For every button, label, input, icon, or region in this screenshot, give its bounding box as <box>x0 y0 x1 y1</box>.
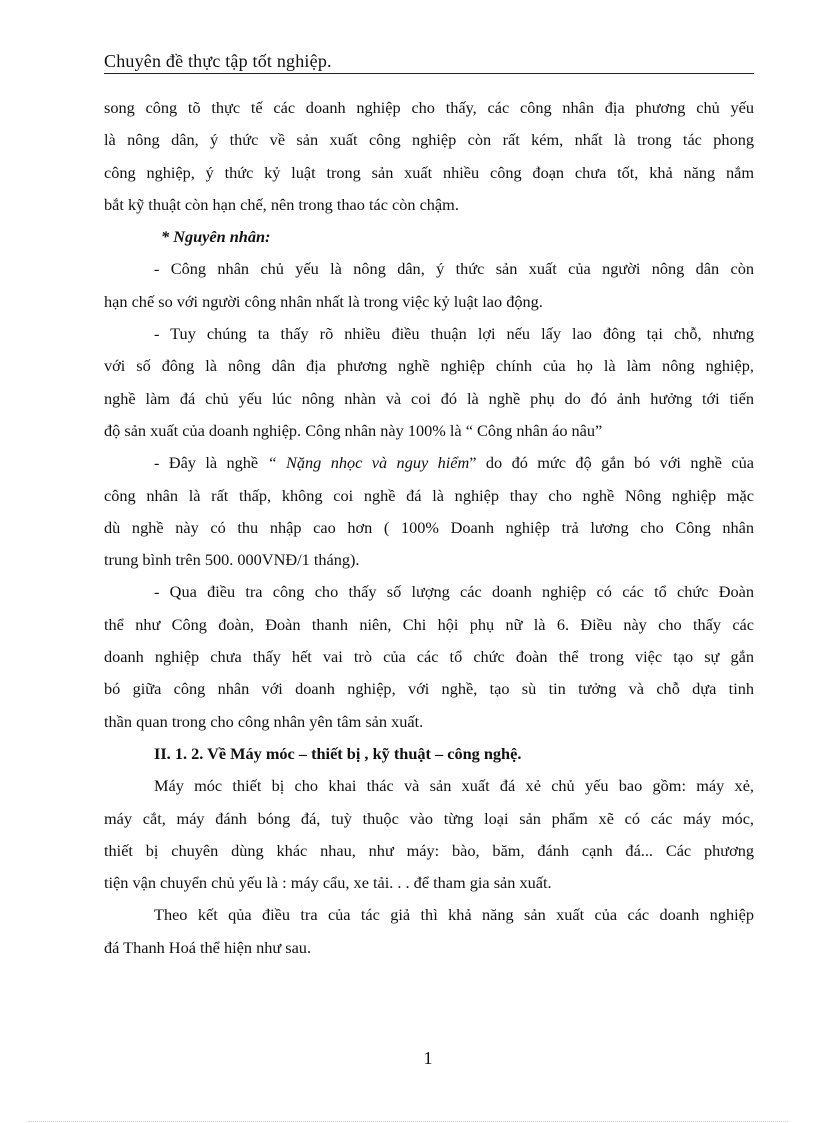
page-header-title: Chuyên đề thực tập tốt nghiệp. <box>104 51 332 71</box>
text-span: ” do đó mức độ gắn bó với nghề của <box>469 453 755 473</box>
text-line: máy cắt, máy đánh bóng đá, tuỳ thuộc vào từng loại sản phẩm xẽ có các máy móc, <box>104 808 754 828</box>
text-line: Máy móc thiết bị cho khai thác và sản xuất đá xẻ chủ yếu bao gồm: máy xẻ, <box>154 776 754 796</box>
text-line: bó giữa công nhân với doanh nghiệp, với nghề, tạo sù tin tưởng và chỗ dựa tinh <box>104 679 754 699</box>
text-line: đá Thanh Hoá thể hiện như sau. <box>104 937 312 957</box>
text-line: với số đông là nông dân địa phương nghề nghiệp chính của họ là làm nông nghiệp, <box>104 356 754 376</box>
text-line: - Tuy chúng ta thấy rõ nhiều điều thuận lợi nếu lấy lao đông tại chỗ, nhưng <box>154 324 754 344</box>
text-line: bắt kỹ thuật còn hạn chế, nên trong thao tác còn chậm. <box>104 194 459 214</box>
text-line: trung bình trên 500. 000VNĐ/1 tháng). <box>104 550 360 570</box>
text-line: tiện vận chuyển chủ yếu là : máy cẩu, xe tải. . . để tham gia sản xuất. <box>104 873 552 893</box>
text-line: - Qua điều tra công cho thấy số lượng các doanh nghiệp có các tổ chức Đoàn <box>154 582 754 602</box>
text-span: - Đây là nghề <box>154 453 268 473</box>
text-line: dù nghề này có thu nhập cao hơn ( 100% Doanh nghiệp trả lương cho Công nhân <box>104 517 754 537</box>
text-line: là nông dân, ý thức về sản xuất công nghiệp còn rất kém, nhất là trong tác phong <box>104 130 754 150</box>
text-line: độ sản xuất của doanh nghiệp. Công nhân này 100% là “ Công nhân áo nâu” <box>104 420 603 440</box>
text-line: nghề làm đá chủ yếu lúc nông nhàn và coi đó là nghề phụ do đó ảnh hưởng tới tiến <box>104 388 754 408</box>
text-line-with-italic <box>104 447 754 479</box>
text-line: công nghiệp, ý thức kỷ luật trong sản xuất nhiều công đoạn chưa tốt, khả năng nắm <box>104 162 754 182</box>
text-line: thiết bị chuyên dùng khác nhau, như máy: bào, băm, đánh cạnh đá... Các phương <box>104 840 754 860</box>
header-rule <box>104 73 754 74</box>
text-line: - Công nhân chủ yếu là nông dân, ý thức sản xuất của người nông dân còn <box>154 259 754 279</box>
section-heading: II. 1. 2. Về Máy móc – thiết bị , kỹ thuật – công nghệ. <box>154 743 522 763</box>
text-line: thần quan trong cho công nhân yên tâm sản xuất. <box>104 711 424 731</box>
document-body <box>104 92 754 964</box>
text-line: hạn chế so với người công nhân nhất là trong việc kỷ luật lao động. <box>104 291 543 311</box>
page-number: 1 <box>423 1048 433 1068</box>
text-line: thể như Công đoàn, Đoàn thanh niên, Chi hội phụ nữ là 6. Điều này cho thấy các <box>104 614 754 634</box>
page-bottom-rule <box>28 1121 788 1122</box>
text-line: doanh nghiệp chưa thấy hết vai trò của các tổ chức đoàn thể trong việc tạo sự gắn <box>104 647 754 667</box>
italic-phrase: “ Nặng nhọc và nguy hiểm <box>267 453 470 473</box>
text-line: song công tõ thực tế các doanh nghiệp cho thấy, các công nhân địa phương chủ yếu <box>104 98 754 117</box>
text-line: công nhân là rất thấp, không coi nghề đá là nghiệp thay cho nghề Nông nghiệp mặc <box>104 485 754 505</box>
cause-heading: * Nguyên nhân: <box>161 227 271 247</box>
text-line: Theo kết qủa điều tra của tác giả thì khả năng sản xuất của các doanh nghiệp <box>154 905 754 925</box>
